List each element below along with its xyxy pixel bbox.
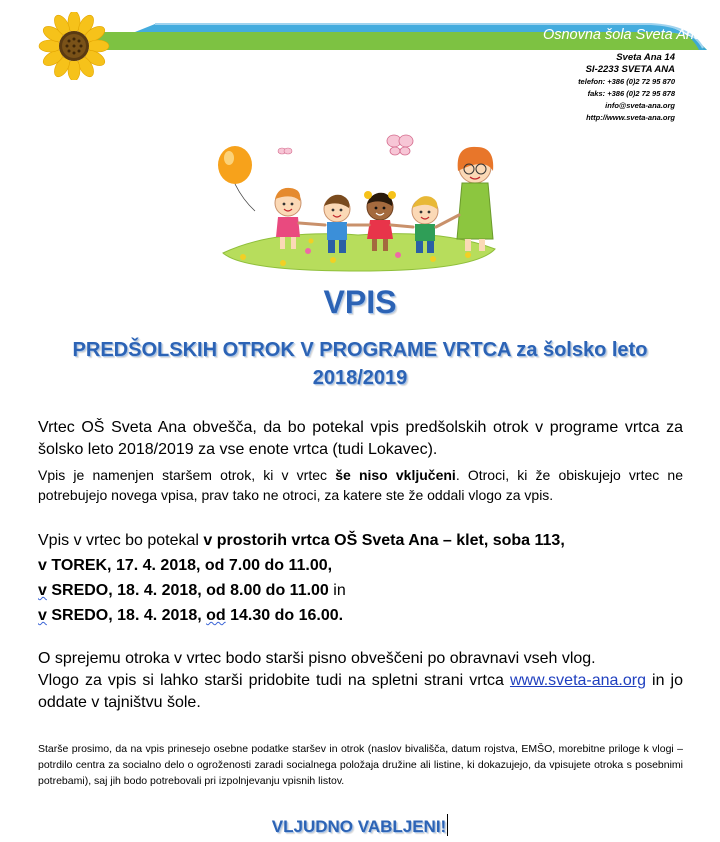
address-email[interactable]: info@sveta-ana.org [605, 101, 675, 110]
subtitle-line1: PREDŠOLSKIH OTROK V PROGRAME VRTCA za šolsko leto [72, 339, 648, 361]
schedule-block [38, 528, 683, 628]
subtitle-line2: 2018/2019 [312, 367, 408, 389]
application-line: Vlogo za vpis si lahko starši pridobite tudi na spletni strani vrtca www.sveta-ana.org in jo oddate v tajništvu šole. [38, 672, 684, 711]
title-subtitle [0, 336, 720, 392]
text-cursor [447, 814, 448, 836]
documents-paragraph: Starše prosimo, da na vpis prinesejo osebne podatke staršev in otrok (naslov bivališča, datum rojstva, EMŠO, morebitne priloge k vlogi – potrdilo centra za socialno delo o ogroženosti zaradi socialnega položaja družine ali listine, ki dokazujejo, da vpisujete otroka s posebnimi potrebami), saj jih bodo potrebovali pri izpolnjevanju vpisnih listov. [38, 743, 683, 787]
title-vpis: VPIS [323, 284, 397, 320]
school-address [578, 52, 675, 124]
school-name: Osnovna šola Sveta Ana [542, 27, 702, 43]
closing-text: VLJUDNO VABLJENI! [271, 817, 447, 836]
eligibility-paragraph [38, 465, 683, 505]
website-link[interactable]: www.sveta-ana.org [509, 672, 646, 689]
notification-line: O sprejemu otroka v vrtec bodo starši pisno obveščeni po obravnavi vseh vlog. [38, 650, 596, 667]
eligibility-text-end: . Otroci, ki že obiskujejo vrtec ne potrebujejo novega vpisa, prav tako ne otroci, za katere ste že oddali vlogo za vpis. [38, 467, 683, 503]
schedule-intro: Vpis v vrtec bo potekal [38, 532, 204, 549]
eligibility-bold: še niso vključeni [335, 467, 456, 483]
schedule-date-3: v SREDO, 18. 4. 2018, od 14.30 do 16.00. [38, 607, 344, 624]
children-illustration [213, 125, 503, 275]
schedule-location: v prostorih vrtca OŠ Sveta Ana – klet, soba 113, [203, 532, 565, 549]
address-fax: faks: +386 (0)2 72 95 878 [587, 89, 675, 98]
eligibility-text-start: Vpis je namenjen staršem otrok, ki v vrtec [38, 467, 336, 483]
schedule-location-line [38, 528, 683, 553]
schedule-date-2: v SREDO, 18. 4. 2018, od 8.00 do 11.00 in [38, 582, 346, 599]
closing-line [0, 814, 720, 837]
address-street: Sveta Ana 14 [616, 52, 675, 63]
announcement-paragraph: Vrtec OŠ Sveta Ana obvešča, da bo potekal vpis predšolskih otrok v programe vrtca za šolsko leto 2018/2019 za vse enote vrtca (tudi Lokavec). [38, 419, 683, 458]
schedule-date-1: v TOREK, 17. 4. 2018, od 7.00 do 11.00, [38, 557, 333, 574]
address-city: SI-2233 SVETA ANA [585, 64, 675, 75]
notification-paragraph [38, 648, 683, 714]
sunflower-logo-icon [38, 12, 110, 80]
address-website[interactable]: http://www.sveta-ana.org [586, 113, 675, 122]
address-phone: telefon: +386 (0)2 72 95 870 [578, 77, 675, 86]
